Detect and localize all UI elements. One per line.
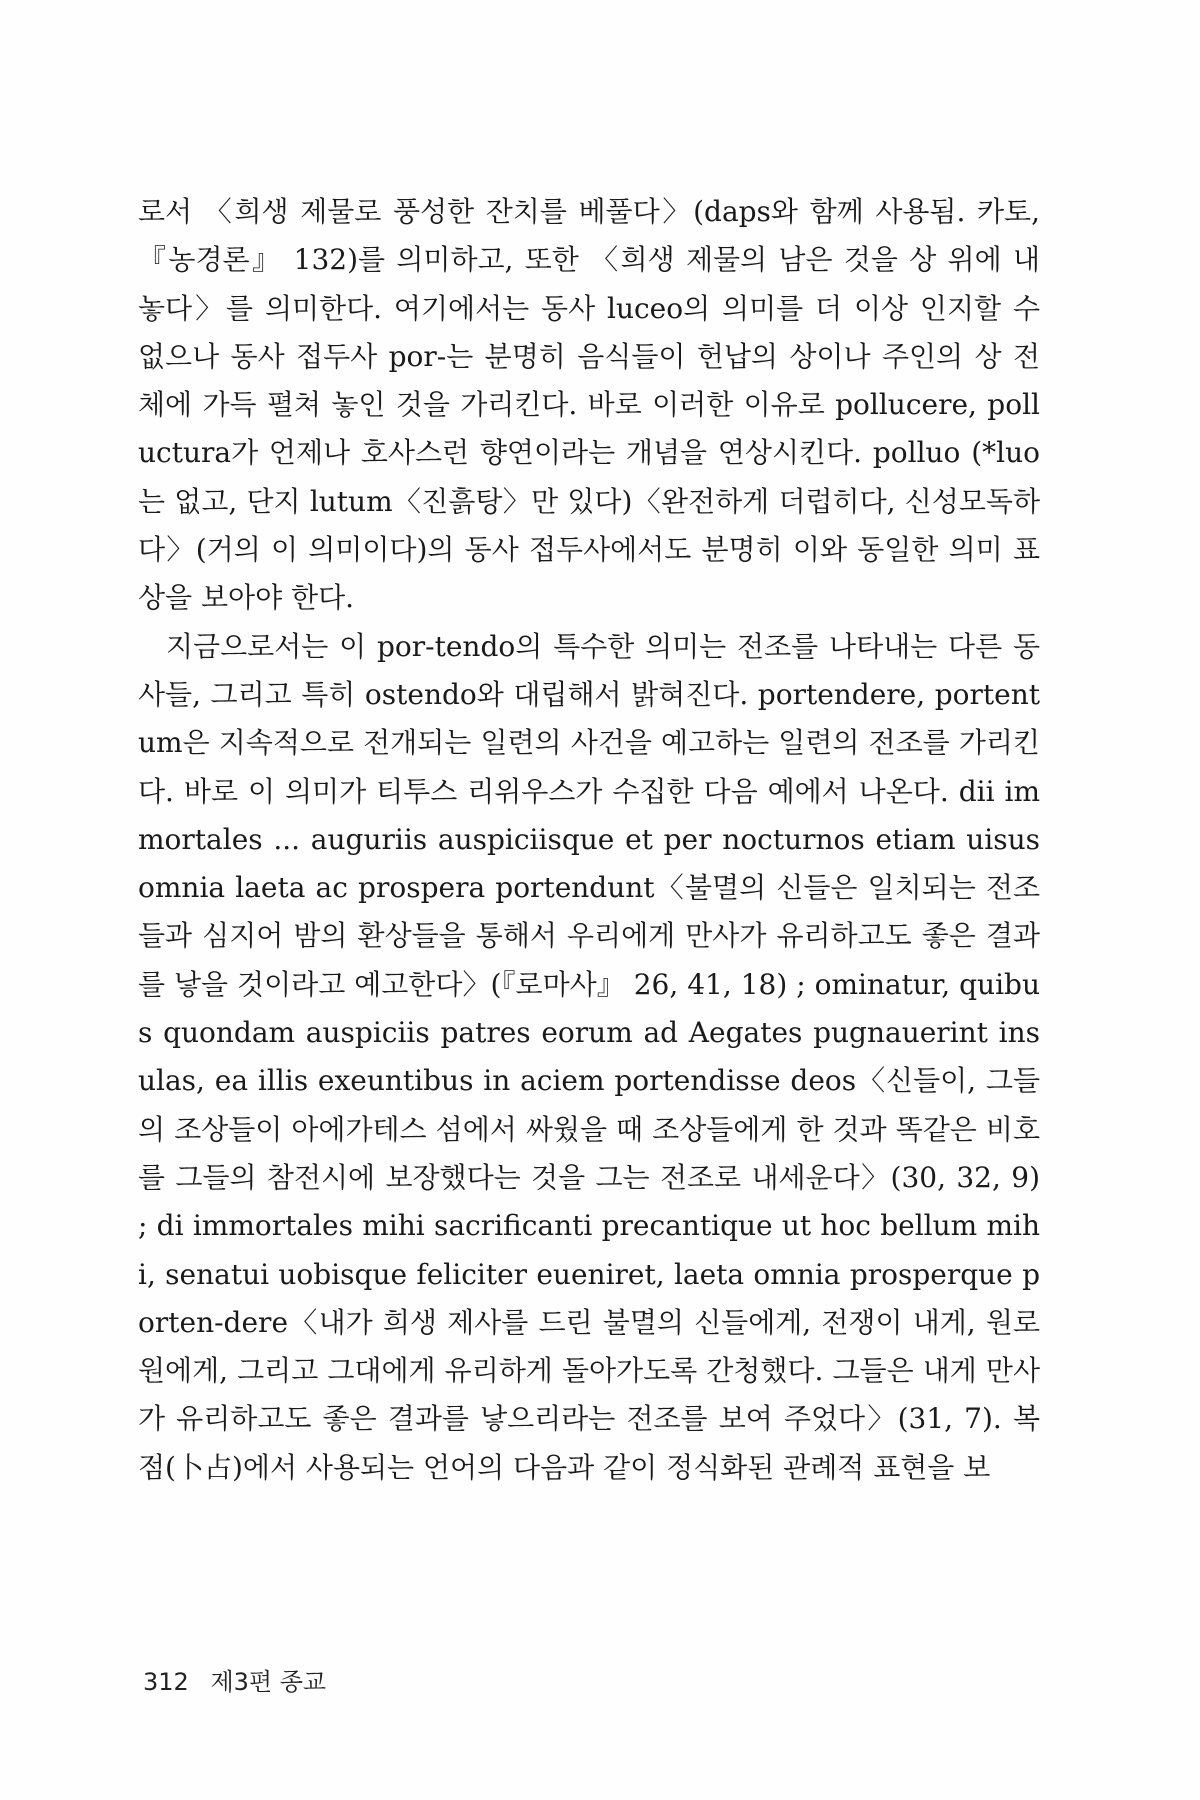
section-title: 제3편 종교 [210, 1668, 327, 1696]
paragraph-1: 로서 〈희생 제물로 풍성한 잔치를 베풀다〉(daps와 함께 사용됨. 카토, 『농경론』 132)를 의미하고, 또한 〈희생 제물의 남은 것을 상 위에 내 놓다〉를 의미한다. 여기에서는 동사 luceo의 의미를 더 이상 인지할 수 없으나 동사 접두사 por-는 분명히 음식들이 헌납의 상이나 주인의 상 전체에 가득 펼쳐 놓인 것을 가리킨다. 바로 이러한 이유로 pollucere, polluctura가 언제나 호사스런 향연이라는 개념을 연상시킨다. polluo (*luo는 없고, 단지 lutum〈진흙탕〉만 있다)〈완전하게 더럽히다, 신성모독하다〉(거의 이 의미이다)의 동사 접두사에서도 분명히 이와 동일한 의미 표상을 보아야 한다. [138, 195, 1040, 615]
body-text [138, 188, 1040, 1492]
page-footer [143, 1662, 326, 1697]
paragraph-2: 지금으로서는 이 por-tendo의 특수한 의미는 전조를 나타내는 다른 동사들, 그리고 특히 ostendo와 대립해서 밝혀진다. portendere, portentum은 지속적으로 전개되는 일련의 사건을 예고하는 일련의 전조를 가리킨다. 바로 이 의미가 티투스 리위우스가 수집한 다음 예에서 나온다. dii immortales ... auguriis auspiciisque et per nocturnos etiam uisus omnia laeta ac prospera portendunt〈불멸의 신들은 일치되는 전조들과 심지어 밤의 환상들을 통해서 우리에게 만사가 유리하고도 좋은 결과를 낳을 것이라고 예고한다〉(『로마사』 26, 41, 18) ; ominatur, quibus quondam auspiciis patres eorum ad Aegates pugnauerint insulas, ea illis exeuntibus in aciem portendisse deos〈신들이, 그들의 조상들이 아에가테스 섬에서 싸웠을 때 조상들에게 한 것과 똑같은 비호를 그들의 참전시에 보장했다는 것을 그는 전조로 내세운다〉(30, 32, 9) ; di immortales mihi sacrificanti precantique ut hoc bellum mihi, senatui uobisque feliciter eueniret, laeta omnia prosperque porten-dere〈내가 희생 제사를 드린 불멸의 신들에게, 전쟁이 내게, 원로원에게, 그리고 그대에게 유리하게 돌아가도록 간청했다. 그들은 내게 만사가 유리하고도 좋은 결과를 낳으리라는 전조를 보여 주었다〉(31, 7). 복점(卜占)에서 사용되는 언어의 다음과 같이 정식화된 관례적 표현을 보 [138, 629, 1040, 1484]
page-number: 312 [143, 1668, 189, 1696]
